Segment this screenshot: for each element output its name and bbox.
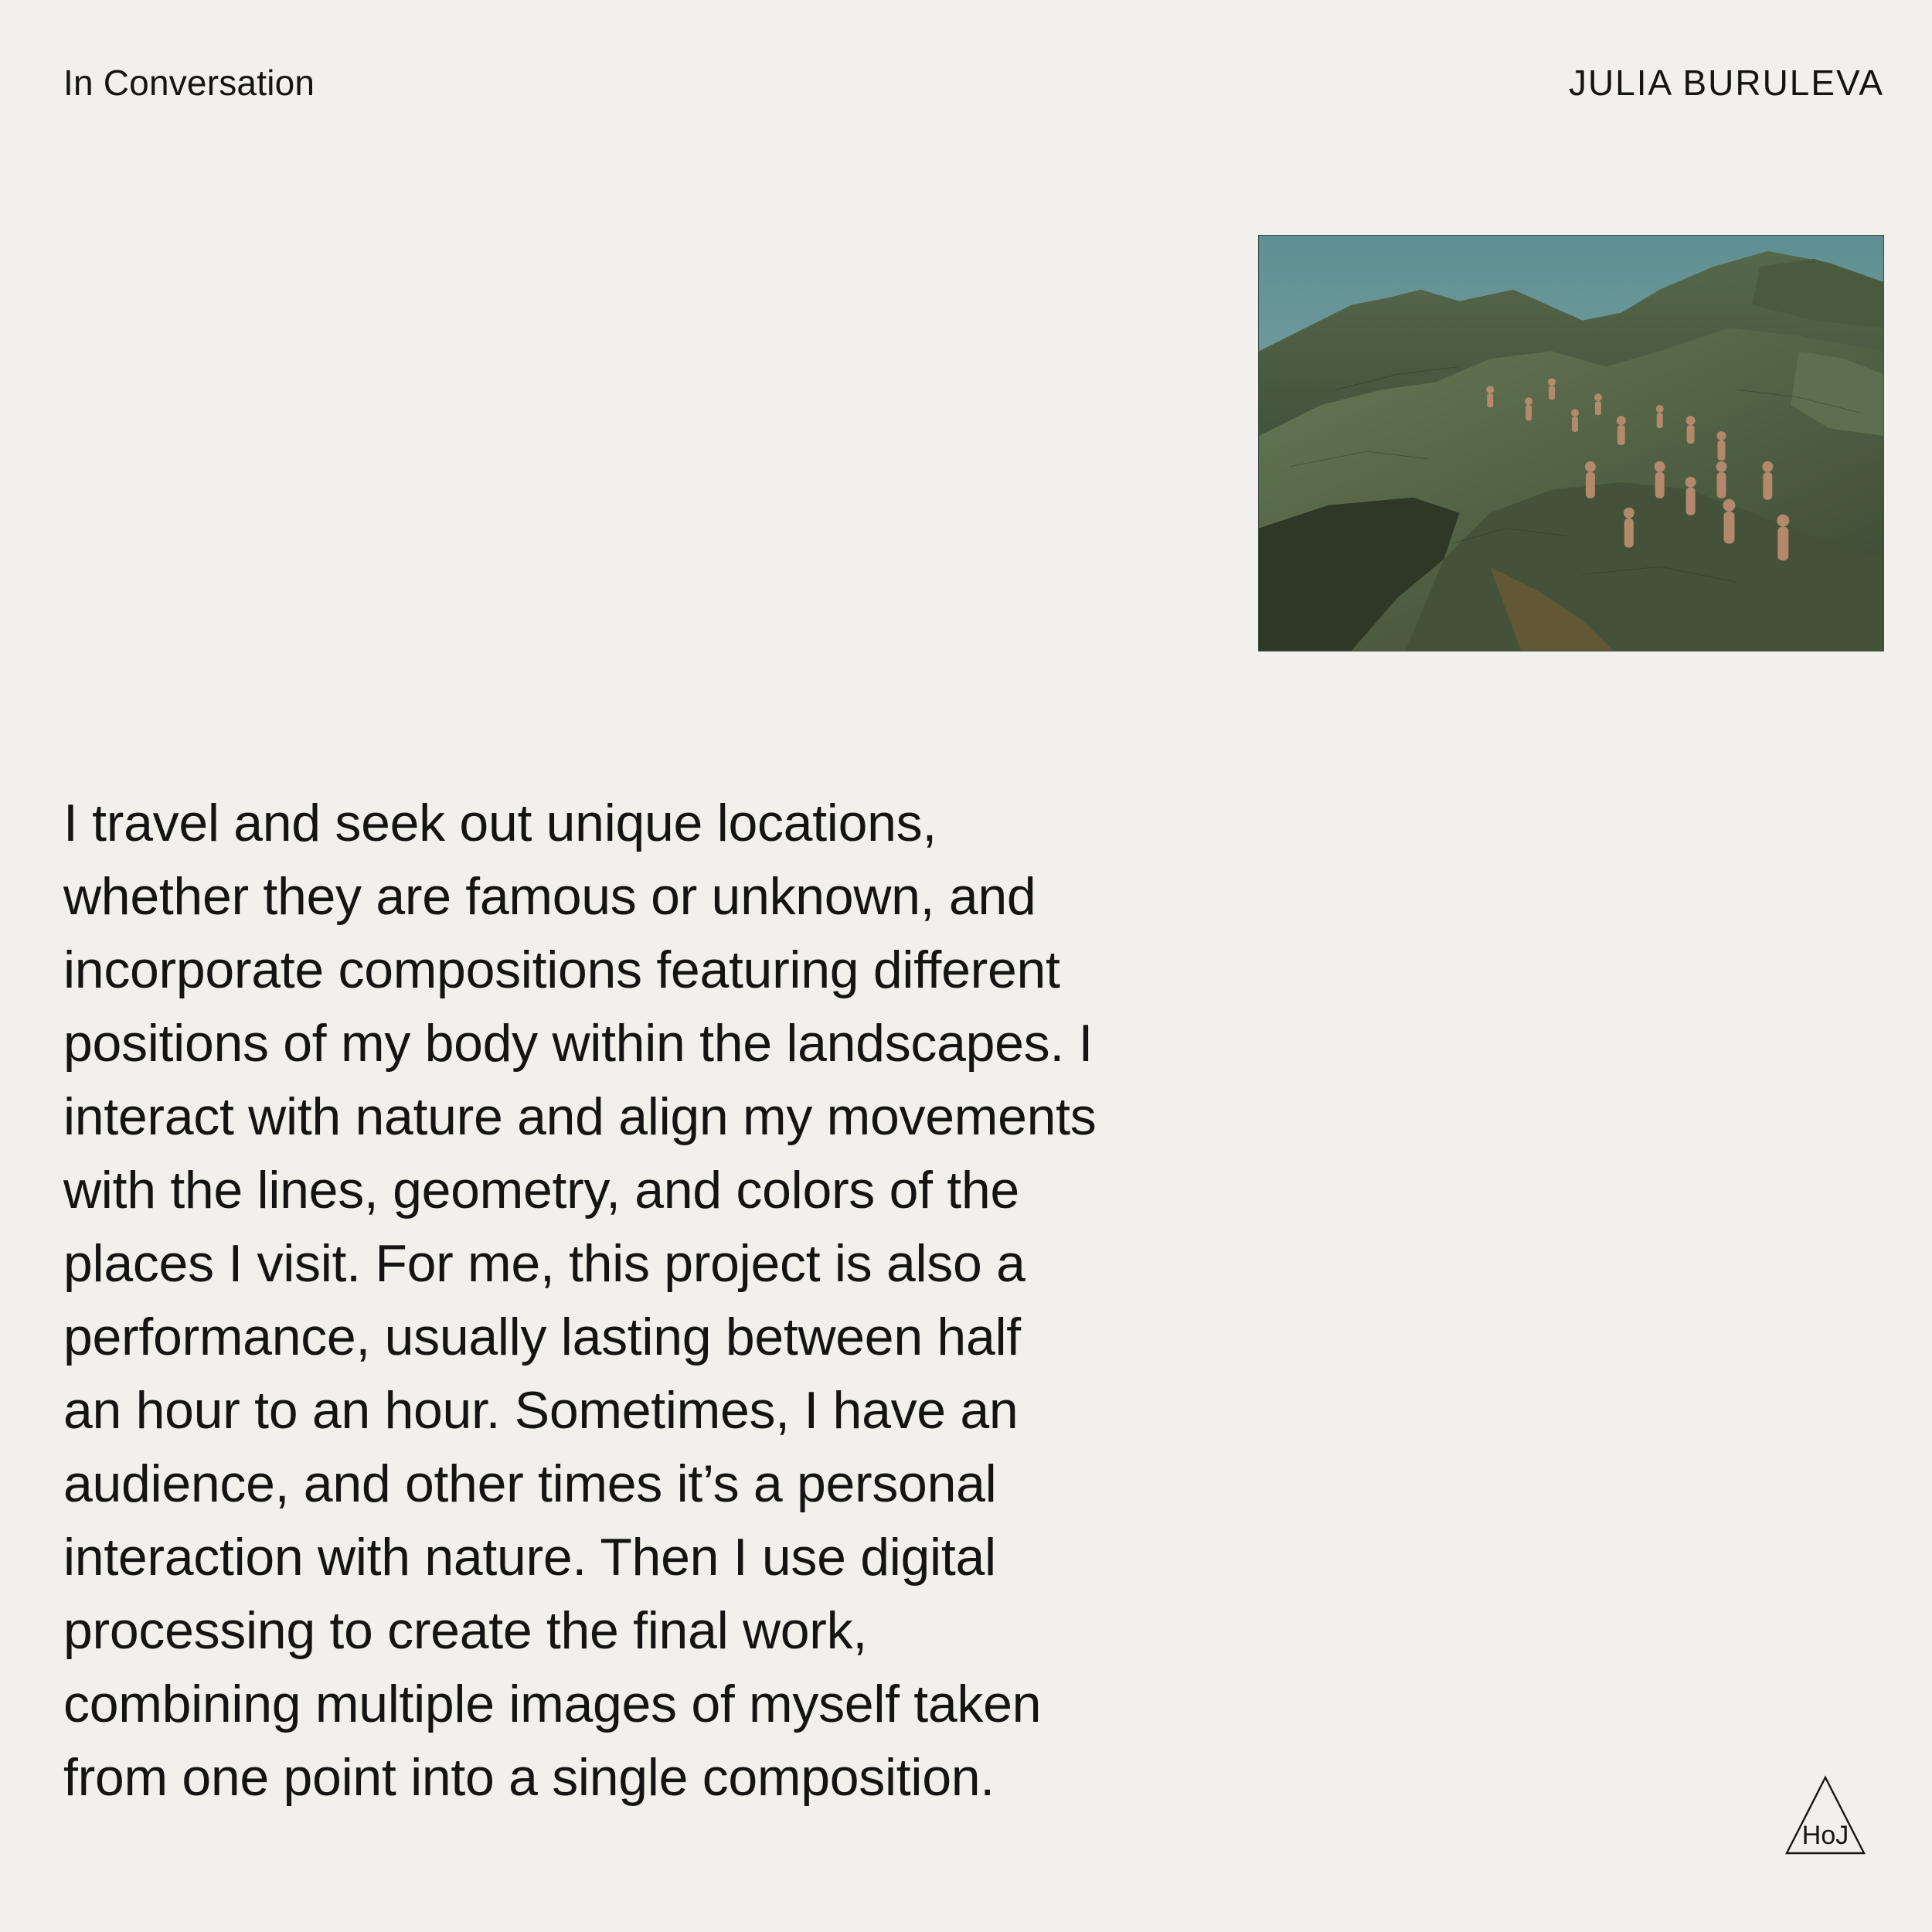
logo-mark-text: HoJ — [1801, 1821, 1849, 1850]
artist-name: JULIA BURULEVA — [1568, 63, 1884, 103]
section-label: In Conversation — [63, 63, 315, 103]
interview-quote: I travel and seek out unique locations, whether they are famous or unknown, and incorporate compositions featuring different positions of my body within the landscapes. I interact with nature and align my movements with the lines, geometry, and colors of the places I visit. For me, this project is also a performance, usually lasting between half an hour to an hour. Sometimes, I have an audience, and other times it’s a personal interaction with nature. Then I use digital processing to create the final work, combining multiple images of myself taken from one point into a single composition. — [63, 794, 1097, 1807]
triangle-logo-icon — [1782, 1773, 1869, 1859]
landscape-photo-graphic — [1259, 236, 1883, 651]
landscape-photo — [1258, 235, 1884, 651]
hoj-logo — [1782, 1773, 1869, 1859]
